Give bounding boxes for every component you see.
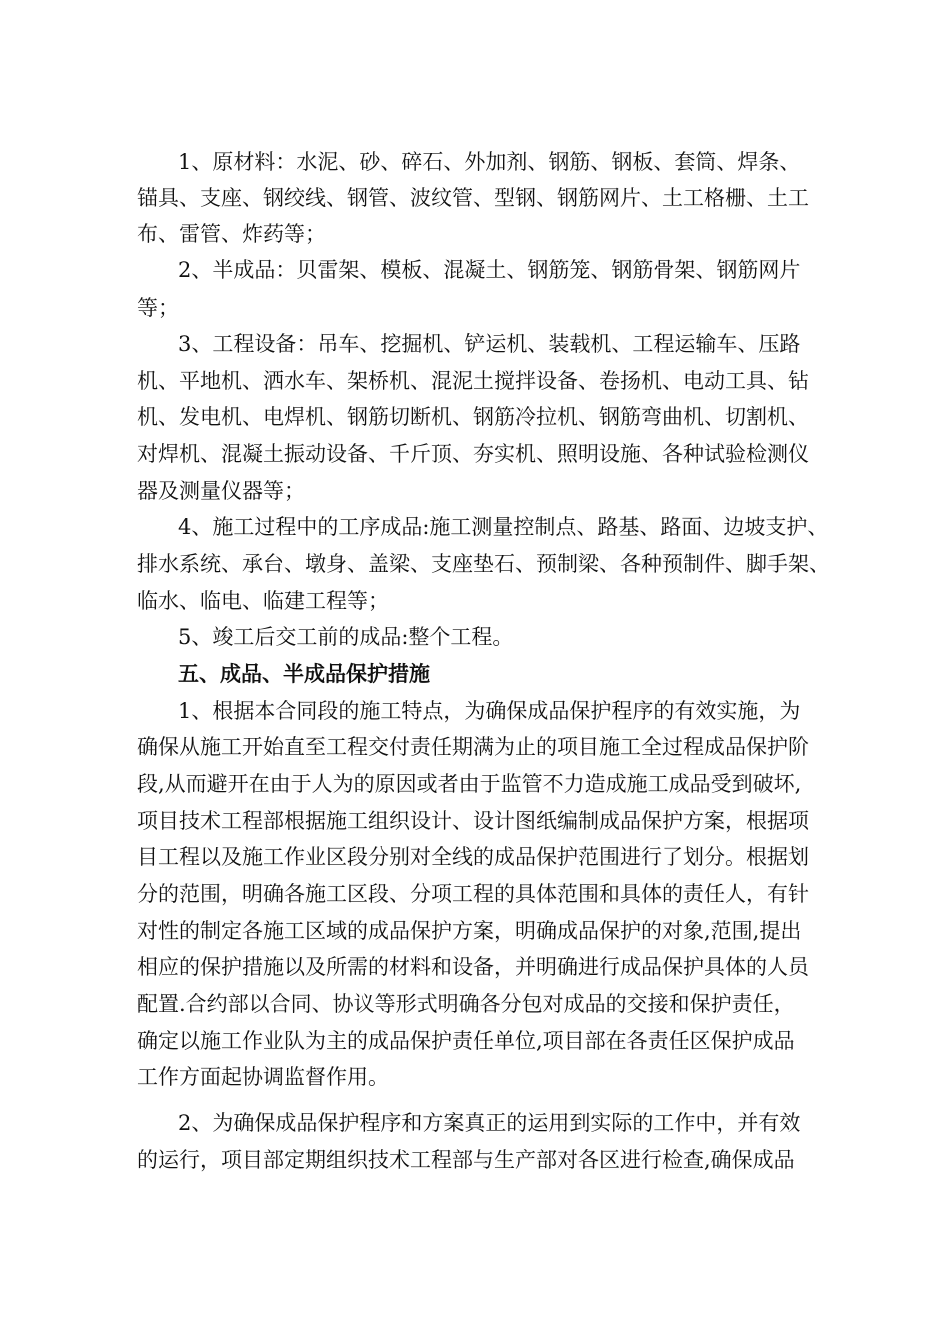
section-heading: 五、成品、半成品保护措施 [178, 661, 430, 686]
text-line: 临水、临电、临建工程等； [137, 589, 389, 613]
text-line: 2、为确保成品保护程序和方案真正的运用到实际的工作中，并有效 [178, 1111, 801, 1135]
text-line: 排水系统、承台、墩身、盖梁、支座垫石、预制梁、各种预制件、脚手架、 [137, 552, 830, 576]
text-line: 确定以施工作业队为主的成品保护责任单位,项目部在各责任区保护成品 [137, 1029, 795, 1053]
text-line: 项目技术工程部根据施工组织设计、设计图纸编制成品保护方案，根据项 [137, 809, 809, 833]
text-line: 3、工程设备：吊车、挖掘机、铲运机、装载机、工程运输车、压路 [178, 332, 801, 356]
text-line: 目工程以及施工作业区段分别对全线的成品保护范围进行了划分。根据划 [137, 845, 809, 869]
text-line: 机、平地机、洒水车、架桥机、混泥土搅拌设备、卷扬机、电动工具、钻 [137, 369, 809, 393]
text-line: 对焊机、混凝土振动设备、千斤顶、夯实机、照明设施、各种试验检测仪 [137, 442, 809, 466]
text-line: 相应的保护措施以及所需的材料和设备，并明确进行成品保护具体的人员 [137, 955, 809, 979]
text-line: 配置.合约部以合同、协议等形式明确各分包对成品的交接和保护责任， [137, 992, 795, 1016]
text-line: 1、原材料：水泥、砂、碎石、外加剂、钢筋、钢板、套筒、焊条、 [178, 150, 801, 174]
text-line: 5、竣工后交工前的成品:整个工程。 [178, 625, 514, 649]
text-line: 等； [137, 296, 179, 320]
text-line: 段,从而避开在由于人为的原因或者由于监管不力造成施工成品受到破坏, [137, 772, 802, 796]
text-line: 器及测量仪器等； [137, 479, 305, 503]
text-line: 工作方面起协调监督作用。 [137, 1065, 389, 1089]
text-line: 1、根据本合同段的施工特点，为确保成品保护程序的有效实施，为 [178, 699, 801, 723]
text-line: 布、雷管、炸药等； [137, 222, 326, 246]
text-line: 机、发电机、电焊机、钢筋切断机、钢筋冷拉机、钢筋弯曲机、切割机、 [137, 405, 809, 429]
text-line: 对性的制定各施工区域的成品保护方案，明确成品保护的对象,范围,提出 [137, 919, 802, 943]
text-line: 的运行，项目部定期组织技术工程部与生产部对各区进行检查,确保成品 [137, 1148, 795, 1172]
text-line: 4、施工过程中的工序成品:施工测量控制点、路基、路面、边坡支护、 [178, 515, 829, 539]
text-line: 分的范围，明确各施工区段、分项工程的具体范围和具体的责任人，有针 [137, 882, 809, 906]
text-line: 锚具、支座、钢绞线、钢管、波纹管、型钢、钢筋网片、土工格栅、土工 [137, 186, 809, 210]
text-line: 确保从施工开始直至工程交付责任期满为止的项目施工全过程成品保护阶 [137, 735, 809, 759]
text-line: 2、半成品：贝雷架、模板、混凝土、钢筋笼、钢筋骨架、钢筋网片 [178, 258, 801, 282]
